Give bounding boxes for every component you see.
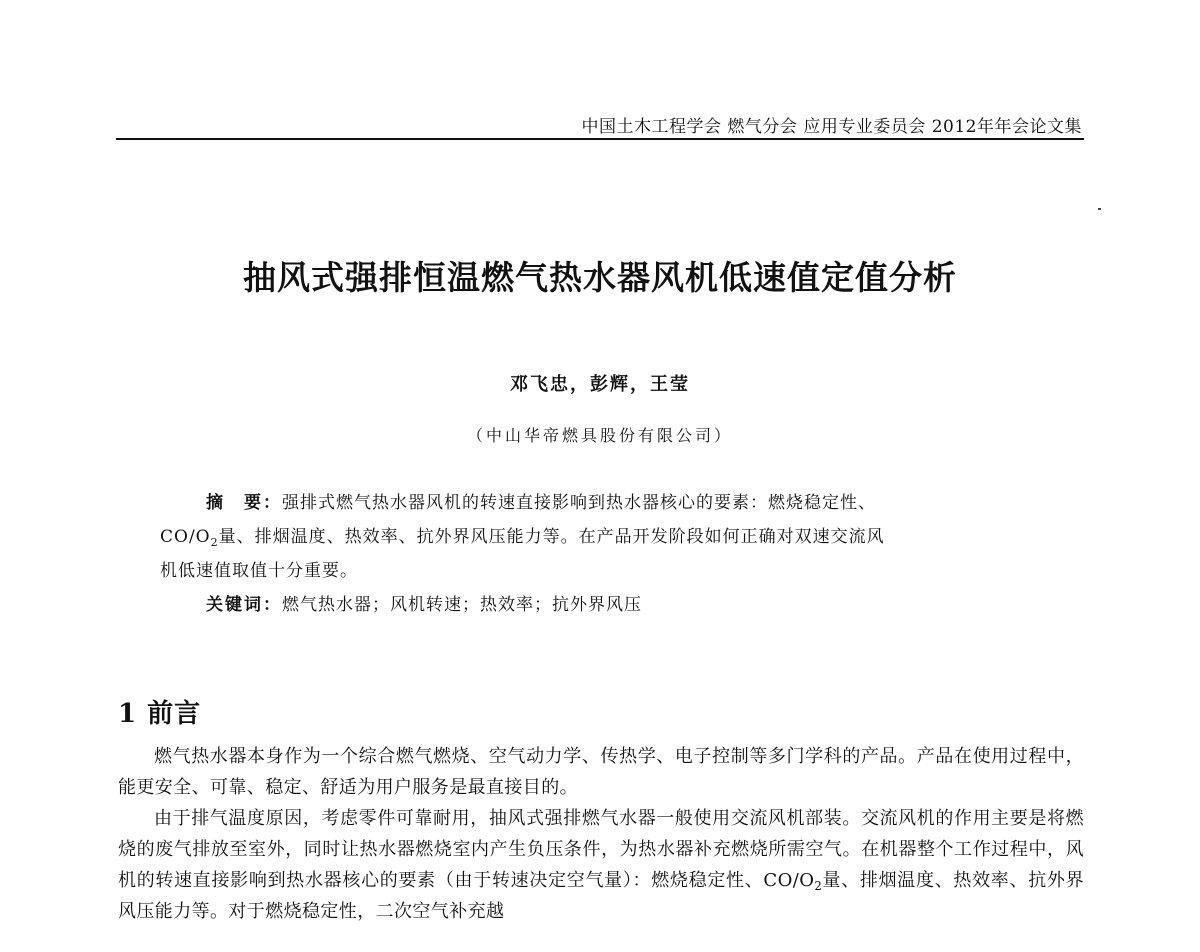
section-body — [118, 741, 1084, 927]
abstract-formula: CO/O — [160, 527, 211, 547]
header-rule — [116, 138, 1084, 140]
scan-speck — [1098, 208, 1101, 210]
paper-authors: 邓飞忠，彭辉，王莹 — [510, 374, 690, 395]
paragraph-1: 燃气热水器本身作为一个综合燃气燃烧、空气动力学、传热学、电子控制等多门学科的产品。产品在使用过程中，能更安全、可靠、稳定、舒适为用户服务是最直接目的。 — [118, 746, 1084, 798]
running-header: 中国土木工程学会 燃气分会 应用专业委员会 2012年年会论文集 — [581, 117, 1082, 137]
abstract-block — [160, 486, 1040, 622]
section-heading-intro: 1 前言 — [118, 699, 202, 729]
paragraph-2 — [118, 803, 1084, 927]
keywords-label: 关键词： — [206, 595, 282, 615]
paragraph-2-text-b: 量、排烟温度、热效率、抗外界风压能力等。对于燃烧稳定性，二次空气补充越 — [118, 870, 1084, 922]
abstract-formula-sub: 2 — [210, 535, 219, 549]
keywords-text: 燃气热水器；风机转速；热效率；抗外界风压 — [282, 595, 642, 615]
abstract-line-2 — [160, 520, 1040, 554]
abstract-text-1: 强排式燃气热水器风机的转速直接影响到热水器核心的要素：燃烧稳定性、 — [282, 493, 876, 513]
paper-title: 抽风式强排恒温燃气热水器风机低速值定值分析 — [243, 258, 957, 297]
paragraph-2-text-a: 由于排气温度原因，考虑零件可靠耐用，抽风式强排燃气水器一般使用交流风机部装。交流风机的作用主要是将燃烧的废气排放至室外，同时让热水器燃烧室内产生负压条件，为热水器补充燃烧所需空气。在机器整个工作过程中，风机的转速直接影响到热水器核心的要素（由于转速决定空气量）：燃烧稳定性、CO/O — [118, 808, 1084, 891]
abstract-label: 摘 要： — [206, 493, 282, 513]
paper-affiliation: （中山华帝燃具股份有限公司） — [466, 426, 733, 445]
keywords-line — [160, 588, 1040, 622]
paragraph-2-sub: 2 — [814, 879, 823, 894]
abstract-line-3: 机低速值取值十分重要。 — [160, 561, 358, 581]
abstract-line-1 — [160, 486, 1040, 520]
abstract-text-2: 量、排烟温度、热效率、抗外界风压能力等。在产品开发阶段如何正确对双速交流风 — [218, 527, 885, 547]
